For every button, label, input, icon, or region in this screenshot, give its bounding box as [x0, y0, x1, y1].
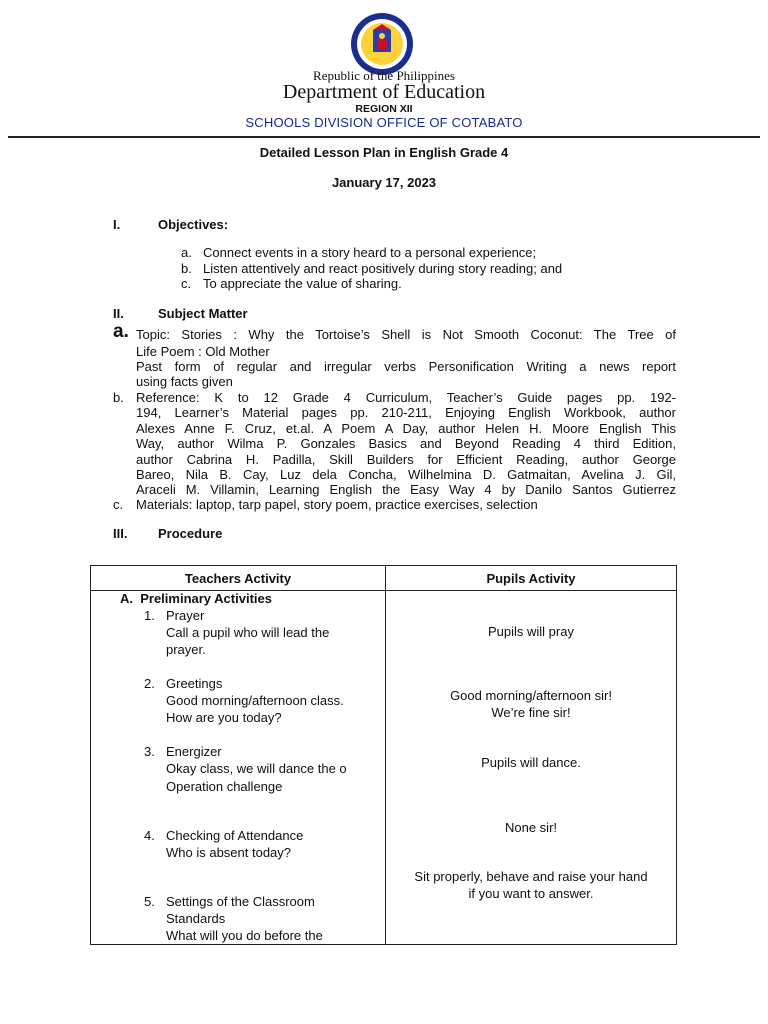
section-number: II. [113, 306, 124, 321]
subject-topic-line: Topic: Stories : Why the Tortoise’s Shell is Not Smooth Coconut: The Tree of [136, 327, 676, 342]
subject-letter-a: a. [113, 321, 129, 342]
activity-line: Good morning/afternoon class. [166, 693, 344, 708]
activity-line: How are you today? [166, 710, 282, 725]
activity-number: 2. [144, 676, 155, 691]
objective-letter: a. [181, 245, 192, 260]
section-heading-subject-matter: Subject Matter [158, 306, 248, 321]
section-heading-objectives: Objectives: [158, 217, 229, 232]
deped-seal-logo [343, 12, 421, 76]
procedure-table [90, 565, 677, 945]
subject-topic-line: using facts given [136, 374, 233, 389]
pupil-response: Sit properly, behave and raise your hand [414, 869, 648, 884]
objective-text: To appreciate the value of sharing. [203, 276, 402, 291]
lesson-plan-title: Detailed Lesson Plan in English Grade 4 [259, 145, 509, 160]
division-office: SCHOOLS DIVISION OFFICE OF COTABATO [245, 115, 523, 130]
republic-line: Republic of the Philippines [313, 68, 455, 83]
activity-line: What will you do before the [166, 928, 323, 943]
activity-line: Okay class, we will dance the o [166, 761, 347, 776]
reference-line: Bareo, Nila B. Cay, Luz dela Concha, Wilhelmina D. Gatmaitan, Avelina J. Gil, [136, 467, 676, 482]
department-name: Department of Education [282, 81, 486, 103]
objective-letter: b. [181, 261, 192, 276]
preliminary-activities-label: A. Preliminary Activities [120, 591, 272, 606]
activity-line: Call a pupil who will lead the [166, 625, 330, 640]
activity-number: 3. [144, 744, 155, 759]
objective-text: Connect events in a story heard to a personal experience; [203, 245, 537, 260]
activity-line: Checking of Attendance [166, 828, 304, 843]
subject-topic-line: Past form of regular and irregular verbs Personification Writing a news report [136, 359, 676, 374]
activity-number: 1. [144, 608, 155, 623]
section-heading-procedure: Procedure [158, 526, 223, 541]
header-divider [8, 136, 760, 138]
activity-line: Greetings [166, 676, 223, 691]
reference-line: Araceli M. Villamin, Learning English the Easy Way 4 by Danilo Santos Gutierrez [136, 482, 676, 497]
activity-line: Energizer [166, 744, 222, 759]
activity-number: 4. [144, 828, 155, 843]
activity-line: Who is absent today? [166, 845, 292, 860]
activity-line: Settings of the Classroom [166, 894, 315, 909]
pupil-response: if you want to answer. [468, 886, 594, 901]
section-number: I. [113, 217, 121, 232]
activity-line: Prayer [166, 608, 205, 623]
activity-line: Standards [166, 911, 226, 926]
objective-letter: c. [181, 276, 192, 291]
objective-text: Listen attentively and react positively during story reading; and [203, 261, 563, 276]
pupil-response: We’re fine sir! [491, 705, 571, 720]
reference-line: Way, author Wilma P. Gonzales Basics and Beyond Reading 4 third Edition, [136, 436, 676, 451]
activity-line: Operation challenge [166, 779, 283, 794]
activity-line: prayer. [166, 642, 206, 657]
subject-letter-c: c. [113, 497, 124, 512]
pupil-response: Pupils will dance. [481, 755, 581, 770]
section-number: III. [113, 526, 128, 541]
column-header-pupil: Pupils Activity [486, 571, 576, 586]
reference-line: author Cabrina H. Padilla, Skill Builders for Efficient Reading, author George [136, 452, 676, 467]
region-label: REGION XII [355, 103, 413, 115]
column-header-teacher: Teachers Activity [184, 571, 292, 586]
pupil-response: None sir! [504, 820, 558, 835]
lesson-date: January 17, 2023 [331, 175, 437, 190]
subject-letter-b: b. [113, 390, 124, 405]
materials-line: Materials: laptop, tarp papel, story poem, practice exercises, selection [136, 497, 538, 512]
pupil-response: Good morning/afternoon sir! [450, 688, 612, 703]
reference-line: Reference: K to 12 Grade 4 Curriculum, Teacher’s Guide pages pp. 192- [136, 390, 676, 405]
subject-topic-line: Life Poem : Old Mother [136, 344, 270, 359]
pupil-response: Pupils will pray [488, 624, 574, 639]
activity-number: 5. [144, 894, 155, 909]
reference-line: Alexes Anne F. Cruz, et.al. A Poem A Day, author Helen H. Moore English This [136, 421, 676, 436]
reference-line: 194, Learner’s Material pages pp. 210-211, Enjoying English Workbook, author [136, 405, 676, 420]
